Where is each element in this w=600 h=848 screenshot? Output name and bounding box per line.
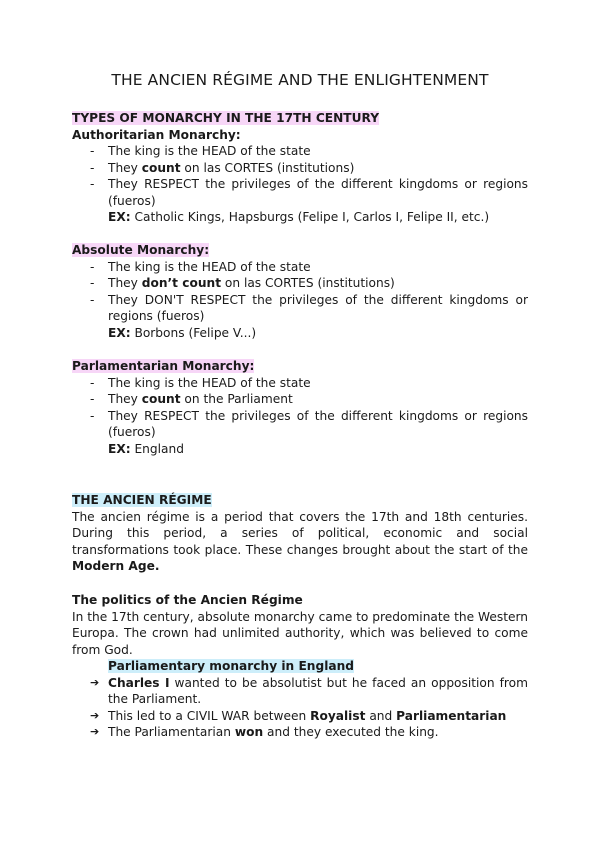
parliamentary-list: [90, 675, 528, 741]
parlamentarian-heading: Parlamentarian Monarchy:: [72, 359, 255, 373]
parlamentarian-example: EX: England: [108, 441, 184, 456]
ancien-heading: THE ANCIEN RÉGIME: [72, 493, 212, 507]
authoritarian-heading: Authoritarian Monarchy:: [72, 127, 241, 142]
page-title: THE ANCIEN RÉGIME AND THE ENLIGHTENMENT: [111, 71, 489, 89]
parliamentary-heading: Parliamentary monarchy in England: [108, 659, 355, 673]
authoritarian-list: [90, 143, 528, 209]
absolute-section: [72, 242, 528, 341]
authoritarian-example: EX: Catholic Kings, Hapsburgs (Felipe I, Carlos I, Felipe II, etc.): [108, 210, 490, 224]
parlamentarian-section: [72, 358, 528, 457]
politics-section: [72, 592, 528, 741]
list-item: - The king is the HEAD of the state: [90, 143, 528, 160]
list-item: - They count on las CORTES (institutions): [90, 160, 528, 177]
parlamentarian-list: [90, 375, 528, 441]
absolute-list: [90, 259, 528, 325]
list-item: - They RESPECT the privileges of the different kingdoms or regions (fueros): [90, 176, 528, 209]
ancien-section: [72, 492, 528, 575]
list-item: - The king is the HEAD of the state: [90, 375, 528, 392]
politics-paragraph: In the 17th century, absolute monarchy came to predominate the Western Europa. The crown had unlimited authority, which was believed to come from God.: [72, 609, 528, 657]
list-item: - They don’t count on las CORTES (institutions): [90, 275, 528, 292]
list-item: ➔ The Parliamentarian won and they executed the king.: [90, 724, 528, 741]
monarchy-heading: TYPES OF MONARCHY IN THE 17TH CENTURY: [72, 111, 380, 125]
list-item: - They DON'T RESPECT the privileges of the different kingdoms or regions (fueros): [90, 292, 528, 325]
politics-heading: The politics of the Ancien Régime: [72, 593, 303, 607]
absolute-heading: Absolute Monarchy:: [72, 243, 210, 257]
monarchy-section: [72, 110, 528, 226]
list-item: ➔ This led to a CIVIL WAR between Royalist and Parliamentarian: [90, 708, 528, 725]
absolute-example: EX: Borbons (Felipe V...): [108, 325, 257, 340]
list-item: ➔ Charles I wanted to be absolutist but he faced an opposition from the Parliament.: [90, 675, 528, 708]
ancien-paragraph: The ancien régime is a period that covers the 17th and 18th centuries. During this period, a series of political, economic and social transformations took place. These changes brought about the start of the Modern Age.: [72, 509, 528, 573]
list-item: - They RESPECT the privileges of the different kingdoms or regions (fueros): [90, 408, 528, 441]
list-item: - They count on the Parliament: [90, 391, 528, 408]
list-item: - The king is the HEAD of the state: [90, 259, 528, 276]
